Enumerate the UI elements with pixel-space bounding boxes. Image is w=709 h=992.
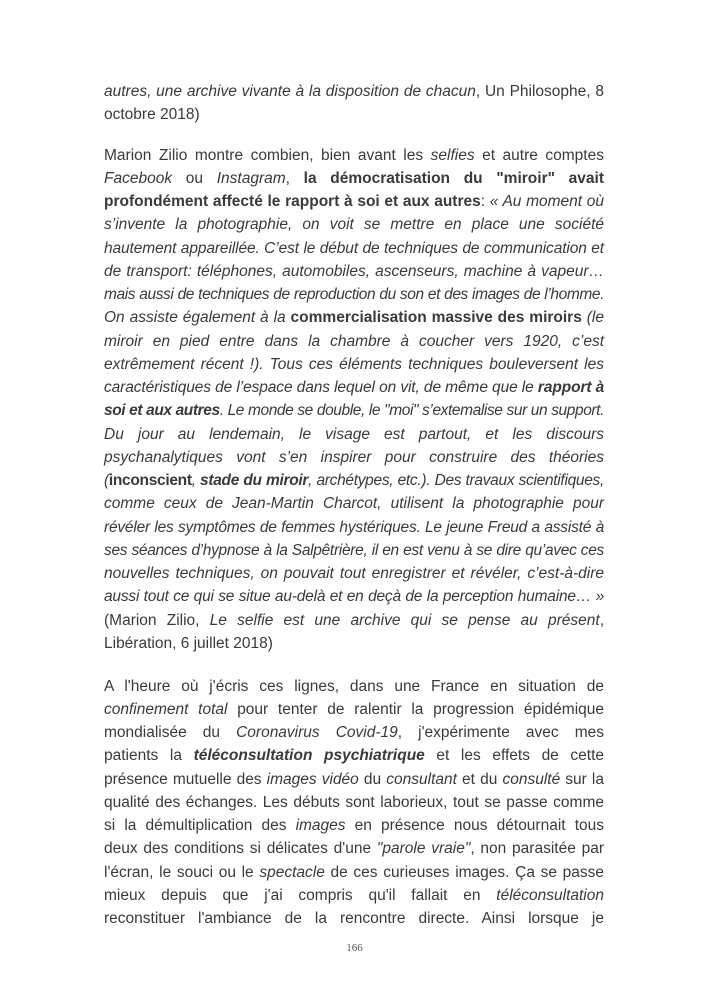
paragraph-citation-end [104,80,604,127]
italic-text-run: Du jour au lendemain, le visage est partout, et les discours [104,425,604,443]
emphasis-text-run: inconscient [108,472,192,489]
text-line [104,562,604,585]
text-run: , j'expérimente avec mes [397,724,604,741]
italic-text-run: selfies [430,146,475,164]
text-line [104,837,604,860]
italic-text-run: autres, une archive vivante à la disposition de chacun [104,83,476,100]
text-run: l'écran, le souci ou le [104,863,260,881]
italic-text-run: hautement appareillée. C’est le début de techniques de communication et [104,239,604,257]
text-run: reconstituer l'ambiance de la rencontre directe. Ainsi lorsque je [104,910,604,927]
italic-text-run: spectacle [259,863,325,881]
italic-text-run: téléconsultation [496,886,604,904]
text-line [104,744,604,767]
text-run: , [599,611,604,629]
emphasis-text-run: commercialisation massive des miroirs [290,309,582,327]
text-line [104,306,604,329]
text-run: présence mutuelle des [104,770,267,788]
italic-text-run: , archétypes, etc.). Des travaux scientifiques, [308,472,604,489]
paragraph-teleconsultation [104,675,604,931]
text-line [104,330,604,353]
text-line [104,675,604,698]
text-line [104,492,604,515]
text-run: octobre 2018) [104,106,200,124]
text-run: Libération, 6 juillet 2018) [104,634,273,652]
text-line [104,353,604,376]
italic-text-run: de transport: téléphones, automobiles, ascenseurs, machine à vapeur… [104,262,604,280]
text-line [104,609,604,632]
italic-text-run: caractéristiques de l’espace dans lequel on vit, de même que le [104,379,538,396]
italic-text-run: Facebook [104,169,173,187]
page-number: 166 [346,942,363,954]
italic-text-run: (le [581,309,604,327]
text-line [104,791,604,814]
text-line [104,721,604,744]
text-line [104,884,604,907]
text-run: et autre comptes [474,146,604,164]
text-line [104,399,604,422]
text-run: , non parasitée par [470,840,604,858]
text-run: (Marion Zilio, [104,611,210,629]
text-run: : [480,193,490,210]
emphasis-text-run: profondément affecté le rapport à soi et aux autres [104,193,481,210]
italic-text-run: « Au moment où [489,193,604,210]
text-line [104,167,604,190]
text-run: et les effets de cette [424,747,605,765]
text-line [104,237,604,260]
italic-text-run: Coronavirus Covid-19 [236,724,398,741]
text-run: pour tenter de ralentir la progression épidémique [227,700,604,718]
italic-text-run: ( [104,472,109,489]
paragraph-marion-zilio [104,144,604,656]
text-line [104,283,604,306]
emphasis-text-run: stade du miroir [200,472,309,489]
text-line [104,144,604,167]
text-run: sur la [560,770,605,788]
emphasis-text-run: la démocratisation du "miroir" avait [303,169,604,187]
italic-text-run: révéler les symptômes de femmes hystériques. Le jeune Freud a assisté à [104,518,604,536]
italic-text-run: miroir en pied entre dans la chambre à coucher vers 1920, c’est [104,332,604,350]
italic-text-run: ses séances d’hypnose à la Salpêtrière, il en est venu à se dire qu’avec ces [104,541,604,559]
italic-text-run: images [295,817,346,834]
italic-text-run: On assiste également à la [104,309,291,327]
text-run: mondialisée du [104,724,237,741]
text-line [104,698,604,721]
italic-text-run: Le selfie est une archive qui se pense au présent [209,611,600,629]
italic-text-run: mais aussi de techniques de reproduction du son et des images de l’homme. [104,286,604,303]
emphasis-text-run: rapport à [537,379,605,396]
text-line [104,907,604,930]
text-line [104,861,604,884]
text-line [104,260,604,283]
text-run: A l'heure où j'écris ces lignes, dans une France en situation de [104,677,604,695]
text-line [104,585,604,608]
text-line [104,469,604,492]
italic-text-run: aussi tout ce qui se situe au-delà et en deçà de la perception humaine… » [104,588,604,606]
text-run: patients la [104,747,194,765]
italic-text-run: consultant [386,770,457,788]
text-line [104,376,604,399]
text-run: , [285,169,304,187]
text-run: de ces curieuses images. Ça se passe [324,863,604,881]
italic-text-run: . Le monde se double, le "moi" s’extemalise sur un support. [219,402,604,420]
emphasis-text-run: téléconsultation psychiatrique [193,747,425,765]
text-line [104,446,604,469]
text-run: mieux depuis que j'ai compris qu'il fallait en [104,886,497,904]
italic-text-run: extrêmement récent !). Tous ces éléments techniques bouleversent les [104,355,604,373]
text-run: , Un Philosophe, 8 [475,83,604,100]
text-run: et du [456,770,503,788]
italic-text-run: comme ceux de Jean-Martin Charcot, utilisent la photographie pour [104,495,604,513]
text-line [104,80,604,103]
text-line [104,516,604,539]
text-line [104,768,604,791]
emphasis-text-run: soi et aux autres [104,402,220,420]
text-run: ou [172,169,217,187]
text-line [104,423,604,446]
text-line [104,103,604,126]
italic-text-run: consulté [502,770,561,788]
text-line [104,213,604,236]
italic-text-run: s’invente la photographie, on voit se mettre en place une société [104,216,604,234]
text-run: deux des conditions si délicates d'une [104,840,377,858]
italic-text-run: psychanalytiques vont s’en inspirer pour construire des théories [104,448,604,466]
italic-text-run: , [191,472,201,489]
italic-text-run: Instagram [216,169,286,187]
text-run: si la démultiplication des [104,817,296,834]
italic-text-run: "parole vraie" [376,840,471,858]
italic-text-run: confinement total [104,700,228,718]
text-line [104,632,604,655]
text-line [104,539,604,562]
text-line [104,190,604,213]
text-run: en présence nous détournait tous [345,817,605,834]
italic-text-run: images vidéo [266,770,359,788]
text-run: Marion Zilio montre combien, bien avant les [104,146,431,164]
text-line [104,814,604,837]
italic-text-run: nouvelles techniques, on pouvait tout enregistrer et révéler, c’est-à-dire [104,565,604,582]
text-run: qualité des échanges. Les débuts sont laborieux, tout se passe comme [104,793,604,811]
text-run: du [358,770,387,788]
